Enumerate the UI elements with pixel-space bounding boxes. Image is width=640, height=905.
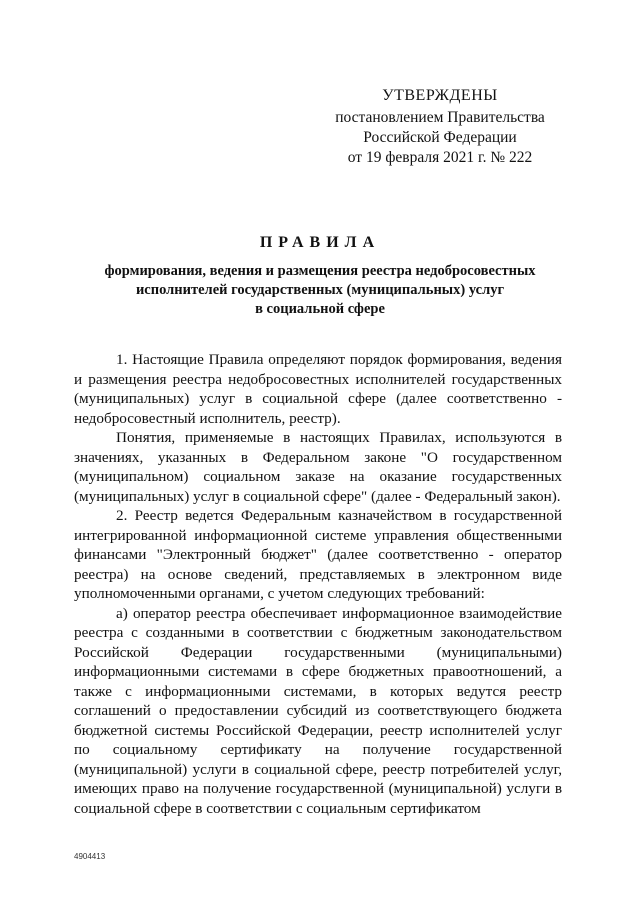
rules-subtitle-line: в социальной сфере xyxy=(255,301,385,317)
paragraph-2a: а) оператор реестра обеспечивает информационное взаимодействие реестра с созданными в соответствии с бюджетным законодательством Российской Федерации государственными (муниципальными) информационными системами в сфере бюджетных правоотношений, а также с информационными системами, в которых ведутся реестр соглашений о предоставлении субсидий из соответствующего бюджета бюджетной системы Российской Федерации, реестр исполнителей услуг по социальному сертификату на получение государственной (муниципальной) услуги в социальной сфере, реестр потребителей услуг, имеющих право на получение государственной (муниципальной) услуги в социальной сфере в соответствии с социальным сертификатом xyxy=(74,604,562,817)
rules-subtitle-line: исполнителей государственных (муниципальных) услуг xyxy=(135,282,505,298)
paragraph-2: 2. Реестр ведется Федеральным казначейством в государственной интегрированной информационной системе управления общественными финансами "Электронный бюджет" (далее соответственно - оператор реестра) на основе сведений, представляемых в электронном виде уполномоченными органами, с учетом следующих требований: xyxy=(74,507,562,602)
approval-line-federation: Российской Федерации xyxy=(363,129,517,146)
document-number: 4904413 xyxy=(74,852,106,861)
approval-block xyxy=(330,86,550,168)
paragraph-definitions: Понятия, применяемые в настоящих Правилах, используются в значениях, указанных в Федеральном законе "О государственном (муниципальном) социальном заказе на оказание государственных (муниципальных) услуг в социальной сфере" (далее - Федеральный закон). xyxy=(74,429,562,505)
approval-title: УТВЕРЖДЕНЫ xyxy=(382,87,498,104)
approval-line-date-number: от 19 февраля 2021 г. № 222 xyxy=(347,149,533,166)
rules-heading: ПРАВИЛА xyxy=(259,234,381,251)
rules-subtitle-line: формирования, ведения и размещения реестра недобросовестных xyxy=(104,263,536,279)
paragraph-1: 1. Настоящие Правила определяют порядок формирования, ведения и размещения реестра недобросовестных исполнителей государственных (муниципальных) услуг в социальной сфере (далее соответственно - недобросовестный исполнитель, реестр). xyxy=(74,351,562,427)
rules-body xyxy=(74,350,562,818)
approval-line-decree: постановлением Правительства xyxy=(335,109,545,126)
rules-subtitle xyxy=(80,262,560,319)
